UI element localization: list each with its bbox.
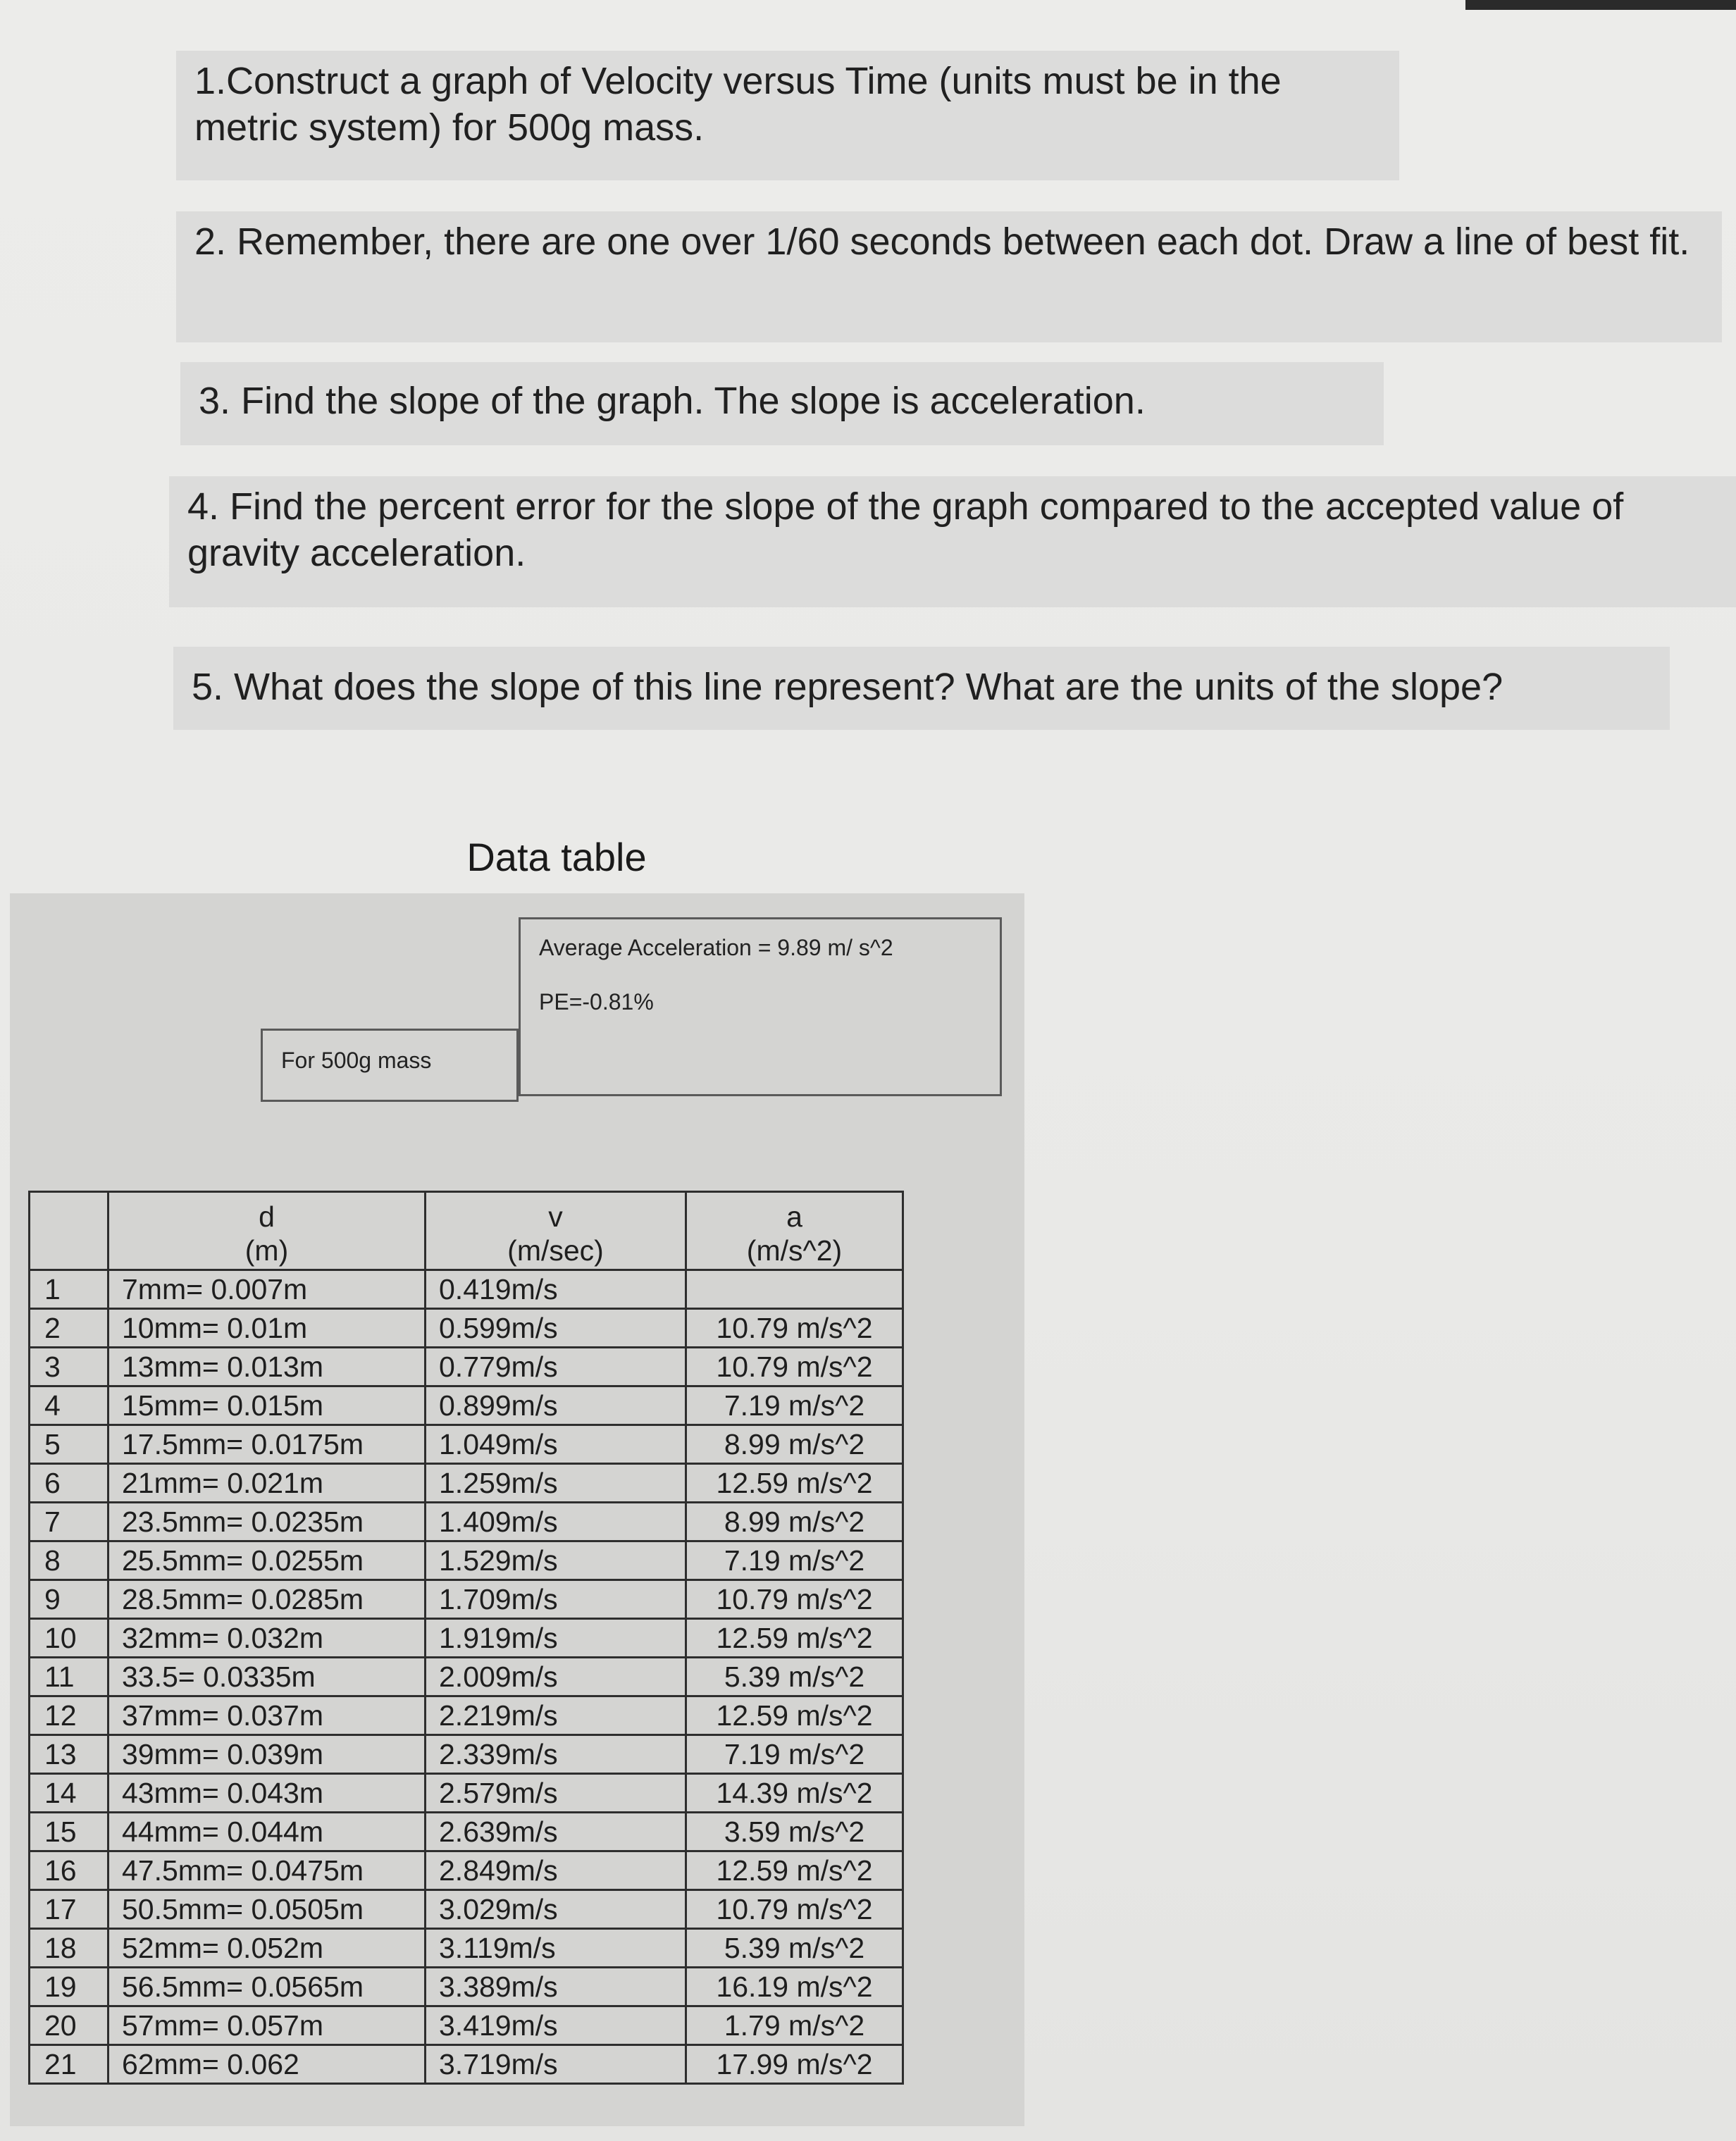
table-row <box>30 1696 903 1735</box>
row-acceleration: 10.79 m/s^2 <box>686 1580 903 1619</box>
row-index: 5 <box>30 1425 108 1464</box>
row-distance: 17.5mm= 0.0175m <box>108 1425 426 1464</box>
row-index: 16 <box>30 1851 108 1890</box>
row-acceleration: 12.59 m/s^2 <box>686 1696 903 1735</box>
row-index: 20 <box>30 2006 108 2045</box>
row-acceleration: 10.79 m/s^2 <box>686 1348 903 1386</box>
row-velocity: 1.919m/s <box>426 1619 686 1658</box>
row-velocity: 3.119m/s <box>426 1929 686 1968</box>
row-acceleration: 3.59 m/s^2 <box>686 1813 903 1851</box>
row-velocity: 1.259m/s <box>426 1464 686 1503</box>
row-index: 15 <box>30 1813 108 1851</box>
header-velocity-name: v <box>548 1200 563 1233</box>
screen-edge <box>1465 0 1736 10</box>
row-acceleration: 16.19 m/s^2 <box>686 1968 903 2006</box>
question-5: 5. What does the slope of this line represent? What are the units of the slope? <box>173 647 1670 730</box>
data-table <box>28 1191 904 2085</box>
row-acceleration: 12.59 m/s^2 <box>686 1851 903 1890</box>
table-row <box>30 1658 903 1696</box>
header-distance-name: d <box>259 1200 275 1233</box>
row-acceleration: 17.99 m/s^2 <box>686 2045 903 2084</box>
row-acceleration: 10.79 m/s^2 <box>686 1309 903 1348</box>
row-velocity: 0.899m/s <box>426 1386 686 1425</box>
row-velocity: 2.849m/s <box>426 1851 686 1890</box>
row-distance: 52mm= 0.052m <box>108 1929 426 1968</box>
header-acceleration-name: a <box>786 1200 802 1233</box>
table-row <box>30 1541 903 1580</box>
question-4: 4. Find the percent error for the slope of the graph compared to the accepted value of gravity acceleration. <box>169 476 1736 607</box>
row-acceleration: 7.19 m/s^2 <box>686 1541 903 1580</box>
row-acceleration: 7.19 m/s^2 <box>686 1735 903 1774</box>
table-row <box>30 1890 903 1929</box>
row-index: 14 <box>30 1774 108 1813</box>
average-acceleration: Average Acceleration = 9.89 m/ s^2 <box>539 935 893 960</box>
header-index <box>30 1192 108 1270</box>
summary-box <box>519 917 1002 1096</box>
row-acceleration: 8.99 m/s^2 <box>686 1503 903 1541</box>
mass-label: For 500g mass <box>281 1048 432 1073</box>
row-acceleration <box>686 1270 903 1309</box>
header-acceleration <box>686 1192 903 1270</box>
row-index: 18 <box>30 1929 108 1968</box>
header-velocity <box>426 1192 686 1270</box>
row-velocity: 3.419m/s <box>426 2006 686 2045</box>
row-distance: 57mm= 0.057m <box>108 2006 426 2045</box>
table-row <box>30 2045 903 2084</box>
header-distance-unit: (m) <box>244 1234 289 1267</box>
table-row <box>30 1309 903 1348</box>
table-row <box>30 1270 903 1309</box>
row-index: 13 <box>30 1735 108 1774</box>
row-distance: 7mm= 0.007m <box>108 1270 426 1309</box>
row-velocity: 0.779m/s <box>426 1348 686 1386</box>
table-row <box>30 1929 903 1968</box>
row-velocity: 1.529m/s <box>426 1541 686 1580</box>
row-velocity: 3.029m/s <box>426 1890 686 1929</box>
table-row <box>30 1386 903 1425</box>
row-distance: 62mm= 0.062 <box>108 2045 426 2084</box>
row-distance: 15mm= 0.015m <box>108 1386 426 1425</box>
row-distance: 47.5mm= 0.0475m <box>108 1851 426 1890</box>
row-distance: 28.5mm= 0.0285m <box>108 1580 426 1619</box>
header-acceleration-unit: (m/s^2) <box>746 1234 843 1267</box>
row-index: 4 <box>30 1386 108 1425</box>
row-velocity: 2.009m/s <box>426 1658 686 1696</box>
row-acceleration: 5.39 m/s^2 <box>686 1929 903 1968</box>
question-2: 2. Remember, there are one over 1/60 seconds between each dot. Draw a line of best fit. <box>176 211 1722 342</box>
table-row <box>30 1851 903 1890</box>
row-acceleration: 12.59 m/s^2 <box>686 1464 903 1503</box>
row-velocity: 1.709m/s <box>426 1580 686 1619</box>
row-acceleration: 12.59 m/s^2 <box>686 1619 903 1658</box>
header-velocity-unit: (m/sec) <box>507 1234 604 1267</box>
row-velocity: 0.419m/s <box>426 1270 686 1309</box>
table-row <box>30 1580 903 1619</box>
row-distance: 43mm= 0.043m <box>108 1774 426 1813</box>
table-row <box>30 1774 903 1813</box>
header-distance <box>108 1192 426 1270</box>
question-1: 1.Construct a graph of Velocity versus Time (units must be in the metric system) for 500g mass. <box>176 51 1399 180</box>
data-table-title: Data table <box>466 835 647 879</box>
mass-label-box <box>261 1029 519 1102</box>
row-index: 17 <box>30 1890 108 1929</box>
row-distance: 33.5= 0.0335m <box>108 1658 426 1696</box>
row-index: 12 <box>30 1696 108 1735</box>
row-distance: 37mm= 0.037m <box>108 1696 426 1735</box>
row-index: 7 <box>30 1503 108 1541</box>
row-velocity: 2.579m/s <box>426 1774 686 1813</box>
percent-error: PE=-0.81% <box>539 989 654 1014</box>
row-distance: 13mm= 0.013m <box>108 1348 426 1386</box>
row-index: 1 <box>30 1270 108 1309</box>
row-distance: 25.5mm= 0.0255m <box>108 1541 426 1580</box>
row-acceleration: 7.19 m/s^2 <box>686 1386 903 1425</box>
table-row <box>30 1813 903 1851</box>
question-3: 3. Find the slope of the graph. The slope is acceleration. <box>180 362 1384 445</box>
table-row <box>30 1735 903 1774</box>
row-distance: 39mm= 0.039m <box>108 1735 426 1774</box>
row-index: 10 <box>30 1619 108 1658</box>
row-velocity: 3.719m/s <box>426 2045 686 2084</box>
row-acceleration: 14.39 m/s^2 <box>686 1774 903 1813</box>
row-distance: 32mm= 0.032m <box>108 1619 426 1658</box>
row-distance: 56.5mm= 0.0565m <box>108 1968 426 2006</box>
row-acceleration: 1.79 m/s^2 <box>686 2006 903 2045</box>
row-distance: 50.5mm= 0.0505m <box>108 1890 426 1929</box>
table-row <box>30 1619 903 1658</box>
table-header-row <box>30 1192 903 1270</box>
row-velocity: 3.389m/s <box>426 1968 686 2006</box>
row-distance: 23.5mm= 0.0235m <box>108 1503 426 1541</box>
table-row <box>30 1968 903 2006</box>
row-velocity: 2.219m/s <box>426 1696 686 1735</box>
row-distance: 10mm= 0.01m <box>108 1309 426 1348</box>
row-index: 11 <box>30 1658 108 1696</box>
table-row <box>30 1348 903 1386</box>
row-distance: 21mm= 0.021m <box>108 1464 426 1503</box>
row-index: 6 <box>30 1464 108 1503</box>
row-distance: 44mm= 0.044m <box>108 1813 426 1851</box>
row-index: 19 <box>30 1968 108 2006</box>
row-index: 2 <box>30 1309 108 1348</box>
row-index: 21 <box>30 2045 108 2084</box>
table-row <box>30 1425 903 1464</box>
row-velocity: 1.049m/s <box>426 1425 686 1464</box>
row-index: 9 <box>30 1580 108 1619</box>
table-row <box>30 1464 903 1503</box>
row-acceleration: 5.39 m/s^2 <box>686 1658 903 1696</box>
row-acceleration: 10.79 m/s^2 <box>686 1890 903 1929</box>
row-velocity: 0.599m/s <box>426 1309 686 1348</box>
row-index: 3 <box>30 1348 108 1386</box>
row-velocity: 1.409m/s <box>426 1503 686 1541</box>
row-velocity: 2.339m/s <box>426 1735 686 1774</box>
row-index: 8 <box>30 1541 108 1580</box>
table-row <box>30 2006 903 2045</box>
row-acceleration: 8.99 m/s^2 <box>686 1425 903 1464</box>
table-row <box>30 1503 903 1541</box>
row-velocity: 2.639m/s <box>426 1813 686 1851</box>
